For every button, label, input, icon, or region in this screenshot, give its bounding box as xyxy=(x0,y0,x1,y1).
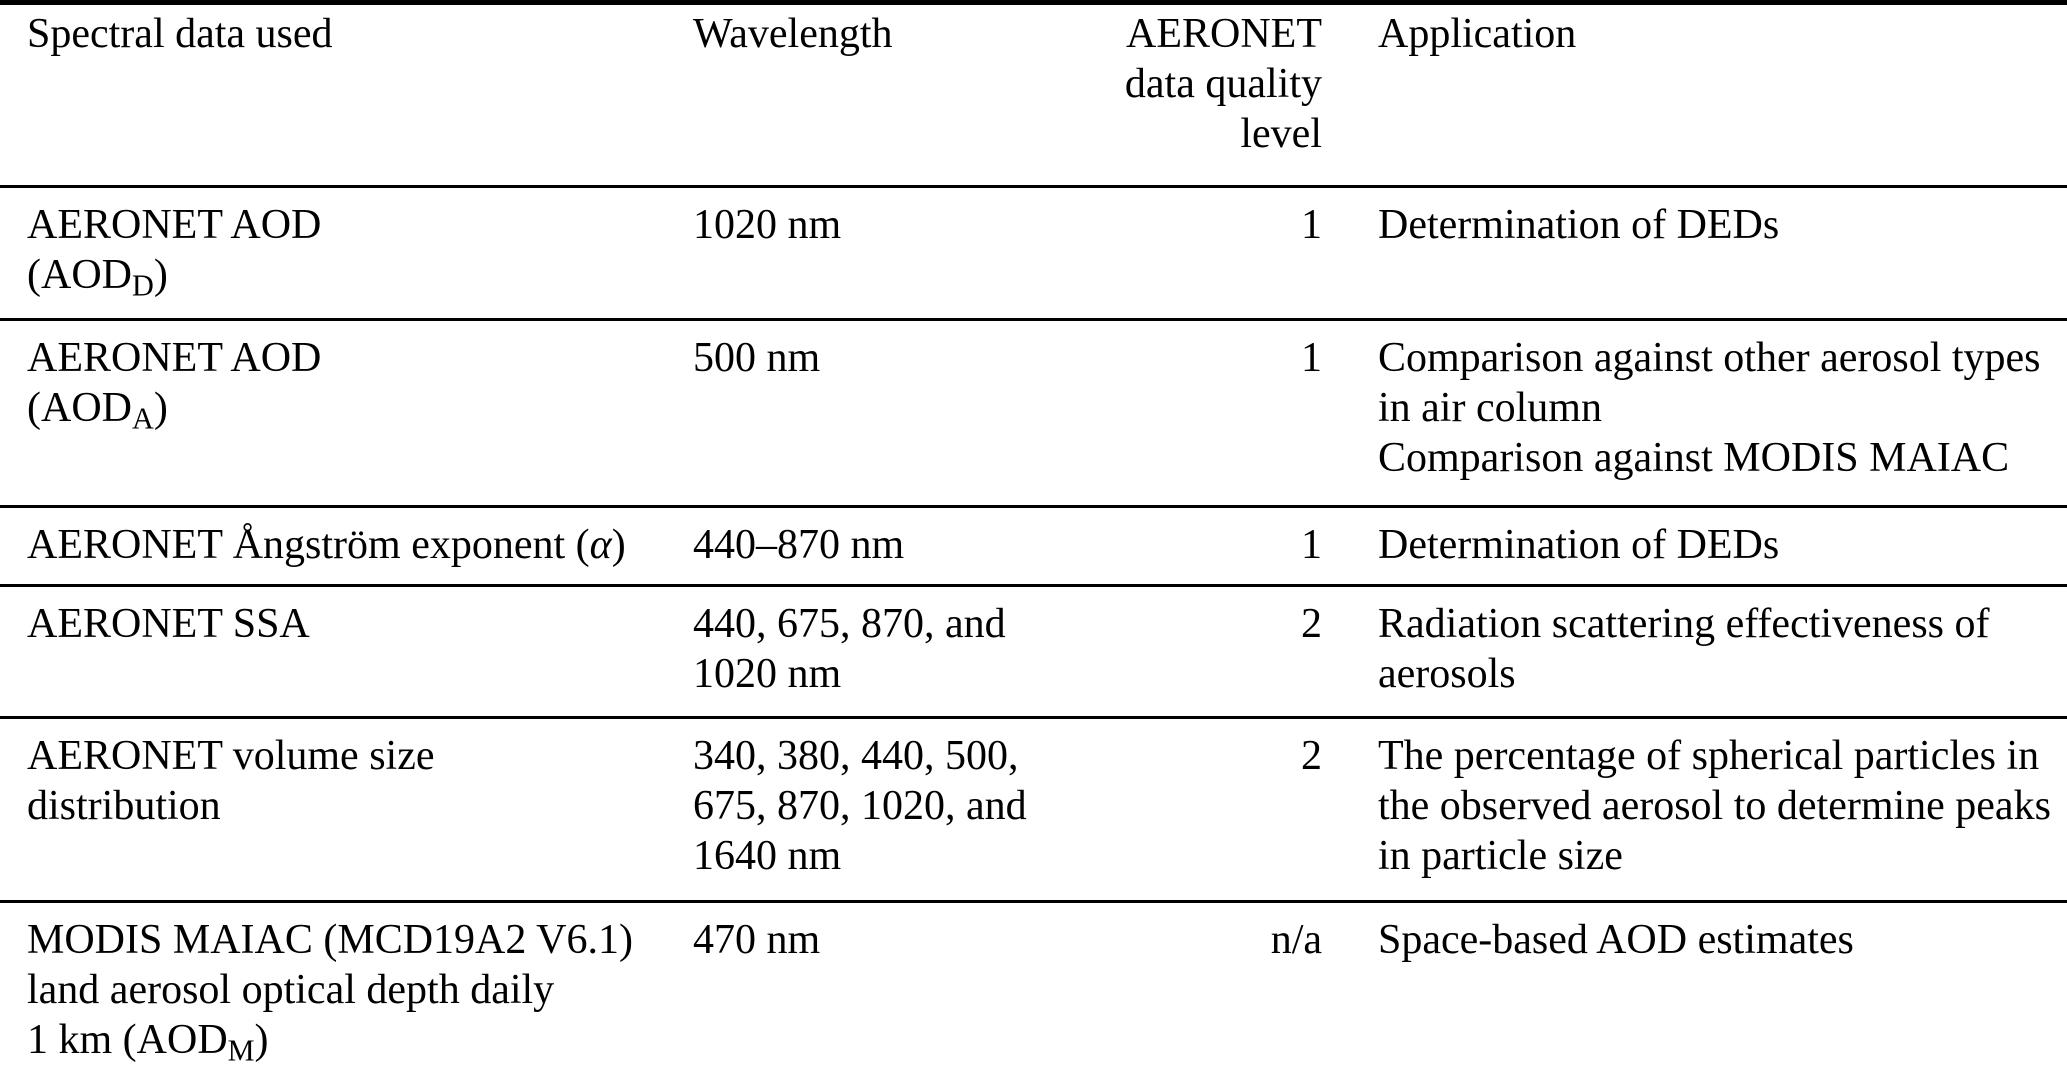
text-line: 1020 nm xyxy=(693,202,842,248)
cell-wavelength xyxy=(693,520,1093,570)
cell-level xyxy=(1093,333,1322,383)
cell-spectral xyxy=(27,731,693,831)
text-line: 1640 nm xyxy=(693,833,842,880)
cell-application xyxy=(1322,520,2067,570)
text-line: AERONET SSA xyxy=(27,601,310,648)
subscript: M xyxy=(227,1033,255,1068)
column-header-label-line: AERONET xyxy=(1126,11,1322,57)
cell-application xyxy=(1322,915,2067,965)
text-line: 440, 675, 870, and xyxy=(693,601,1006,648)
text-line: aerosols xyxy=(1378,651,1516,698)
cell-level xyxy=(1093,731,1322,781)
text-line: 440–870 nm xyxy=(693,522,905,569)
table-row xyxy=(0,587,2067,719)
text-line: 1020 nm xyxy=(693,651,842,698)
table-body xyxy=(0,188,2067,1082)
cell-application xyxy=(1322,731,2067,881)
text-line: $(AOD_D)$ xyxy=(27,252,168,303)
cell-level xyxy=(1093,520,1322,570)
table-header-row xyxy=(0,5,2067,188)
text-line: Space-based AOD estimates xyxy=(1378,917,1854,964)
text-line: distribution xyxy=(27,783,221,830)
cell-wavelength xyxy=(693,731,1093,881)
cell-application xyxy=(1322,599,2067,699)
text-line: $(AOD_A)$ xyxy=(27,385,168,436)
text-line: n/a xyxy=(1270,917,1322,964)
table-row xyxy=(0,719,2067,903)
text-line: 1 xyxy=(1301,522,1322,569)
column-header-label: Wavelength xyxy=(693,11,893,57)
text-line: MODIS MAIAC (MCD19A2 V6.1) xyxy=(27,917,633,964)
text-line: 340, 380, 440, 500, xyxy=(693,733,1019,780)
text-line: in particle size xyxy=(1378,833,1623,880)
text-line: 470 nm xyxy=(693,917,821,964)
cell-application xyxy=(1322,333,2067,483)
text-line: Determination of DEDs xyxy=(1378,202,1780,248)
cell-wavelength xyxy=(693,599,1093,699)
cell-wavelength xyxy=(693,915,1093,965)
subscript: D xyxy=(131,268,154,303)
text-line: land aerosol optical depth daily xyxy=(27,967,555,1014)
text-line: 675, 870, 1020, and xyxy=(693,783,1027,830)
column-header-wavelength xyxy=(693,9,1093,59)
cell-spectral xyxy=(27,599,693,649)
text-line: in air column xyxy=(1378,385,1602,432)
text-line: 500 nm xyxy=(693,335,821,382)
text-line: 1 xyxy=(1301,335,1322,382)
column-header-label: Spectral data used xyxy=(27,11,333,57)
column-header-label-line: data quality xyxy=(1124,61,1322,107)
cell-level xyxy=(1093,599,1322,649)
column-header-spectral-data-used xyxy=(27,9,693,59)
column-header-label: Application xyxy=(1378,11,1577,57)
text-line: 2 xyxy=(1301,601,1322,648)
text-line: AERONET volume size xyxy=(27,733,435,780)
text-line: Determination of DEDs xyxy=(1378,522,1780,569)
cell-spectral xyxy=(27,333,693,443)
cell-wavelength xyxy=(693,333,1093,383)
text-line: The percentage of spherical particles in xyxy=(1378,733,2040,780)
text-line: AERONET AOD xyxy=(27,335,322,382)
table-row xyxy=(0,321,2067,508)
text-line: 1 km $(AOD_M)$ xyxy=(27,1017,269,1068)
text-line: Comparison against other aerosol types xyxy=(1378,335,2041,382)
cell-level xyxy=(1093,200,1322,250)
cell-application xyxy=(1322,200,2067,250)
table-row xyxy=(0,188,2067,321)
cell-spectral xyxy=(27,520,693,570)
text-line: the observed aerosol to determine peaks xyxy=(1378,783,2051,830)
cell-spectral xyxy=(27,915,693,1075)
subscript: A xyxy=(131,401,154,436)
table-row xyxy=(0,903,2067,1082)
column-header-application xyxy=(1322,9,2067,59)
cell-level xyxy=(1093,915,1322,965)
text-line: 2 xyxy=(1301,733,1322,780)
text-line: AERONET AOD xyxy=(27,202,322,248)
table-row xyxy=(0,508,2067,587)
text-line: Radiation scattering effectiveness of xyxy=(1378,601,1990,648)
cell-wavelength xyxy=(693,200,1093,250)
text-line: Comparison against MODIS MAIAC xyxy=(1378,435,2010,482)
text-line: AERONET Ångström exponent (α) xyxy=(27,522,626,569)
column-header-label-line: level xyxy=(1240,111,1322,157)
italic-symbol: α xyxy=(589,522,612,569)
column-header-aeronet-data-quality-level xyxy=(1093,9,1322,159)
cell-spectral xyxy=(27,200,693,310)
text-line: 1 xyxy=(1301,202,1322,248)
